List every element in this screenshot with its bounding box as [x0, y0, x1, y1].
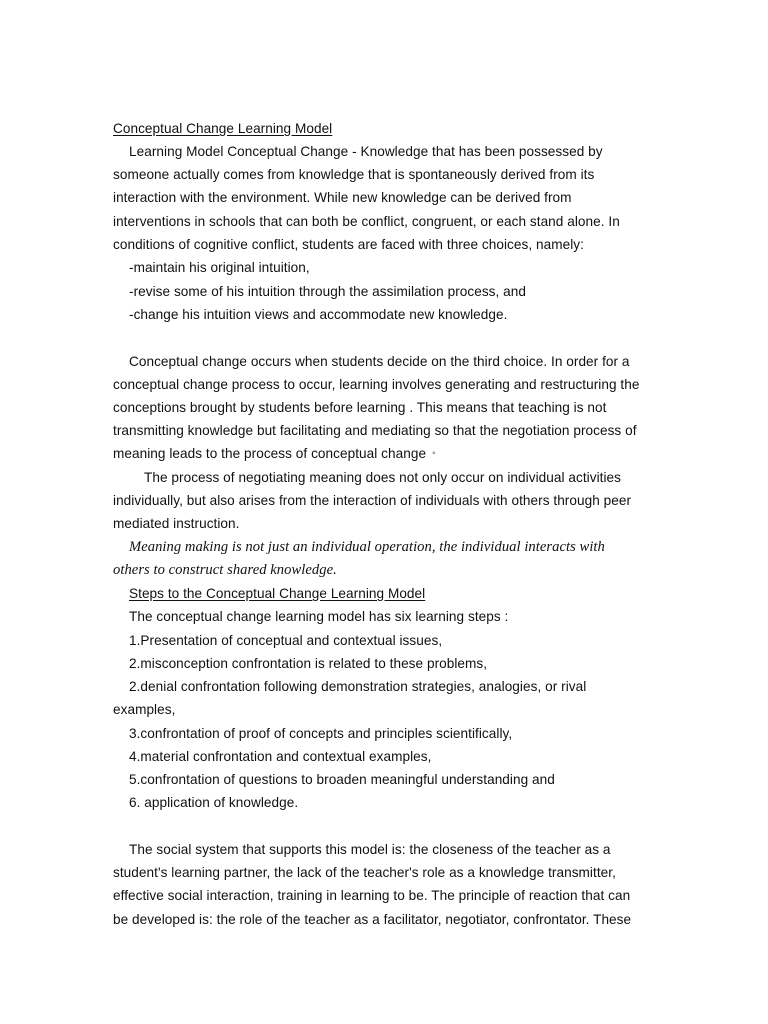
step-item: 2.misconception confrontation is related to these problems, — [129, 656, 488, 671]
paragraph-line: Learning Model Conceptual Change - Knowledge that has been possessed by — [129, 144, 603, 159]
choice-item: -revise some of his intuition through the assimilation process, and — [129, 284, 527, 299]
paragraph-line: conceptual change process to occur, learning involves generating and restructuring the — [113, 377, 640, 392]
document-title: Conceptual Change Learning Model — [113, 121, 333, 136]
step-item: examples, — [113, 702, 176, 717]
paragraph-line: student's learning partner, the lack of the teacher's role as a knowledge transmitter, — [113, 865, 616, 880]
paragraph-line: effective social interaction, training in learning to be. The principle of reaction that can — [113, 888, 631, 903]
paragraph-line: conditions of cognitive conflict, students are faced with three choices, namely: — [113, 237, 584, 252]
step-item: 3.confrontation of proof of concepts and principles scientifically, — [129, 726, 513, 741]
step-item: 2.denial confrontation following demonstration strategies, analogies, or rival — [129, 679, 587, 694]
choice-item: -change his intuition views and accommodate new knowledge. — [129, 307, 508, 322]
paragraph-line: mediated instruction. — [113, 516, 240, 531]
steps-heading: Steps to the Conceptual Change Learning Model — [129, 586, 426, 601]
paragraph-line — [113, 444, 436, 464]
paragraph-line: someone actually comes from knowledge that is spontaneously derived from its — [113, 167, 595, 182]
paragraph-line: Conceptual change occurs when students decide on the third choice. In order for a — [129, 354, 630, 369]
step-item: 4.material confrontation and contextual examples, — [129, 749, 432, 764]
choice-item: -maintain his original intuition, — [129, 260, 310, 275]
paragraph-line: The social system that supports this model is: the closeness of the teacher as a — [129, 842, 611, 857]
paragraph-line: The process of negotiating meaning does not only occur on individual activities — [144, 470, 621, 485]
paragraph-line: transmitting knowledge but facilitating and mediating so that the negotiation process of — [113, 423, 637, 438]
step-item: 6. application of knowledge. — [129, 795, 299, 810]
paragraph-line-text: meaning leads to the process of conceptual change — [113, 446, 427, 461]
paragraph-line: interaction with the environment. While new knowledge can be derived from — [113, 190, 572, 205]
quote-line: others to construct shared knowledge. — [113, 562, 337, 578]
paragraph-line: interventions in schools that can both be conflict, congruent, or each stand alone. In — [113, 214, 620, 229]
step-item: 1.Presentation of conceptual and contextual issues, — [129, 633, 443, 648]
paragraph-line: individually, but also arises from the interaction of individuals with others through peer — [113, 493, 632, 508]
step-item: 5.confrontation of questions to broaden meaningful understanding and — [129, 772, 555, 787]
quote-line: Meaning making is not just an individual operation, the individual interacts with — [129, 539, 605, 555]
paragraph-line: conceptions brought by students before learning . This means that teaching is not — [113, 400, 607, 415]
steps-intro: The conceptual change learning model has six learning steps : — [129, 609, 509, 624]
paragraph-line: be developed is: the role of the teacher as a facilitator, negotiator, confrontator. These — [113, 912, 632, 927]
end-mark: ◦ — [432, 448, 436, 459]
